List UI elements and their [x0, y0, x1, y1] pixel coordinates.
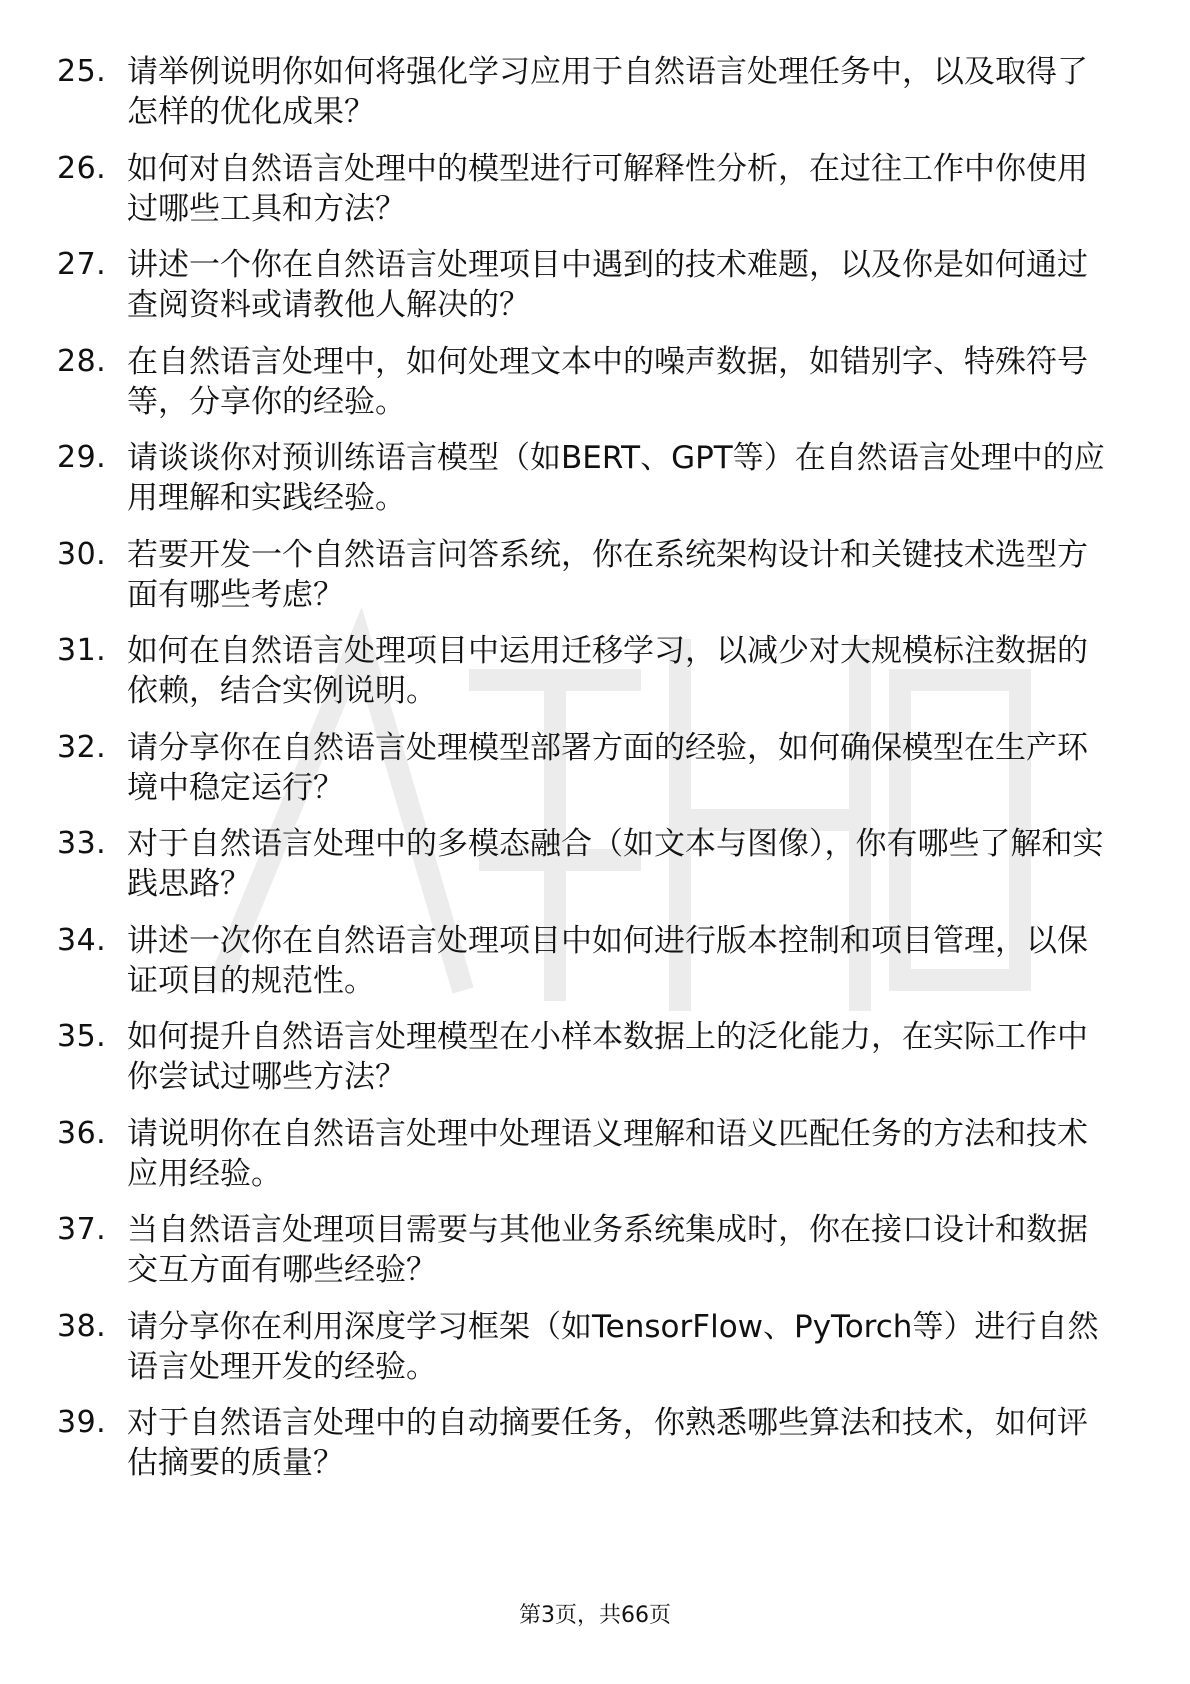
- question-number: 37.: [57, 1212, 107, 1247]
- question-item: [57, 1210, 1117, 1307]
- question-number: 34.: [57, 922, 107, 958]
- question-item: [57, 149, 1117, 246]
- question-text: 请说明你在自然语言处理中处理语义理解和语义匹配任务的方法和技术应用经验。: [127, 1115, 1088, 1192]
- question-list: [57, 52, 1117, 1500]
- question-item: [57, 438, 1117, 535]
- question-number: 36.: [57, 1115, 107, 1151]
- question-text: 对于自然语言处理中的自动摘要任务，你熟悉哪些算法和技术，如何评估摘要的质量？: [127, 1405, 1088, 1481]
- question-text: 请举例说明你如何将强化学习应用于自然语言处理任务中，以及取得了怎样的优化成果？: [127, 54, 1088, 130]
- question-item: [57, 245, 1117, 342]
- question-item: [57, 728, 1117, 825]
- question-text: 请分享你在利用深度学习框架（如TensorFlow、PyTorch等）进行自然语言处理开发的经验。: [127, 1308, 1099, 1385]
- question-number: 31.: [57, 633, 107, 668]
- question-item: [57, 1114, 1117, 1211]
- question-item: [57, 921, 1117, 1018]
- question-number: 39.: [57, 1405, 107, 1440]
- question-text: 当自然语言处理项目需要与其他业务系统集成时，你在接口设计和数据交互方面有哪些经验？: [127, 1212, 1088, 1288]
- question-number: 26.: [57, 150, 107, 186]
- question-text: 若要开发一个自然语言问答系统，你在系统架构设计和关键技术选型方面有哪些考虑？: [127, 536, 1088, 613]
- question-item: [57, 52, 1117, 149]
- question-text: 如何在自然语言处理项目中运用迁移学习，以减少对大规模标注数据的依赖，结合实例说明。: [127, 633, 1088, 709]
- question-text: 讲述一个你在自然语言处理项目中遇到的技术难题，以及你是如何通过查阅资料或请教他人解决的？: [127, 247, 1088, 323]
- question-number: 33.: [57, 826, 107, 861]
- question-item: [57, 342, 1117, 439]
- page-number-footer: 第3页，共66页: [519, 1603, 671, 1628]
- question-number: 30.: [57, 536, 107, 572]
- question-number: 28.: [57, 343, 107, 379]
- question-text: 如何对自然语言处理中的模型进行可解释性分析，在过往工作中你使用过哪些工具和方法？: [127, 150, 1088, 227]
- question-item: [57, 824, 1117, 921]
- question-number: 27.: [57, 247, 107, 282]
- question-text: 在自然语言处理中，如何处理文本中的噪声数据，如错别字、特殊符号等，分享你的经验。: [127, 343, 1088, 420]
- question-item: [57, 631, 1117, 728]
- question-item: [57, 1307, 1117, 1404]
- question-number: 35.: [57, 1019, 107, 1054]
- question-number: 38.: [57, 1308, 107, 1344]
- question-text: 请谈谈你对预训练语言模型（如BERT、GPT等）在自然语言处理中的应用理解和实践经验。: [127, 440, 1105, 516]
- question-number: 29.: [57, 440, 107, 475]
- question-item: [57, 535, 1117, 632]
- question-item: [57, 1017, 1117, 1114]
- question-number: 32.: [57, 729, 107, 765]
- question-text: 请分享你在自然语言处理模型部署方面的经验，如何确保模型在生产环境中稳定运行？: [127, 729, 1088, 806]
- question-item: [57, 1403, 1117, 1500]
- question-text: 如何提升自然语言处理模型在小样本数据上的泛化能力，在实际工作中你尝试过哪些方法？: [127, 1019, 1088, 1095]
- question-text: 对于自然语言处理中的多模态融合（如文本与图像），你有哪些了解和实践思路？: [127, 826, 1104, 902]
- question-text: 讲述一次你在自然语言处理项目中如何进行版本控制和项目管理，以保证项目的规范性。: [127, 922, 1088, 999]
- question-number: 25.: [57, 54, 107, 89]
